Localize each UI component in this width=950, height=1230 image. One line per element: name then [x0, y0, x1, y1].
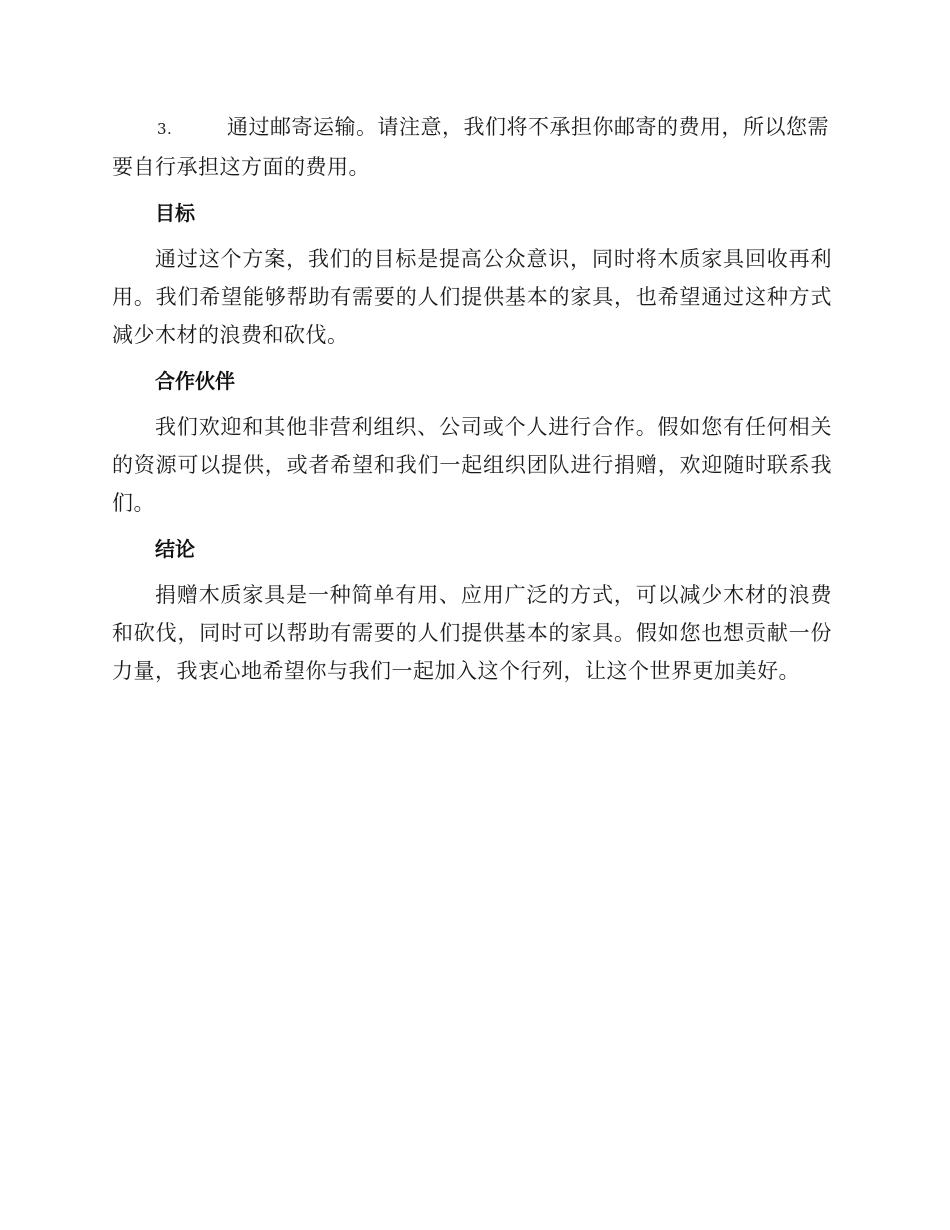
section-body-goal: 通过这个方案，我们的目标是提高公众意识，同时将木质家具回收再利用。我们希望能够帮助有需要的人们提供基本的家具，也希望通过这种方式减少木材的浪费和砍伐。 — [112, 247, 832, 347]
list-number: 3. — [157, 120, 173, 138]
list-item-3 — [112, 108, 832, 186]
document-page — [112, 108, 832, 698]
section-body-partners: 我们欢迎和其他非营利组织、公司或个人进行合作。假如您有任何相关的资源可以提供，或者希望和我们一起组织团队进行捐赠，欢迎随时联系我们。 — [112, 415, 832, 515]
list-item-text: 通过邮寄运输。请注意，我们将不承担你邮寄的费用，所以您需要自行承担这方面的费用。 — [112, 115, 829, 179]
section-heading-partners: 合作伙伴 — [155, 369, 235, 393]
section-body-conclusion: 捐赠木质家具是一种简单有用、应用广泛的方式，可以减少木材的浪费和砍伐，同时可以帮助有需要的人们提供基本的家具。假如您也想贡献一份力量，我衷心地希望你与我们一起加入这个行列，让这个世界更加美好。 — [112, 583, 832, 683]
section-heading-goal: 目标 — [155, 201, 195, 225]
section-heading-conclusion: 结论 — [155, 537, 195, 561]
